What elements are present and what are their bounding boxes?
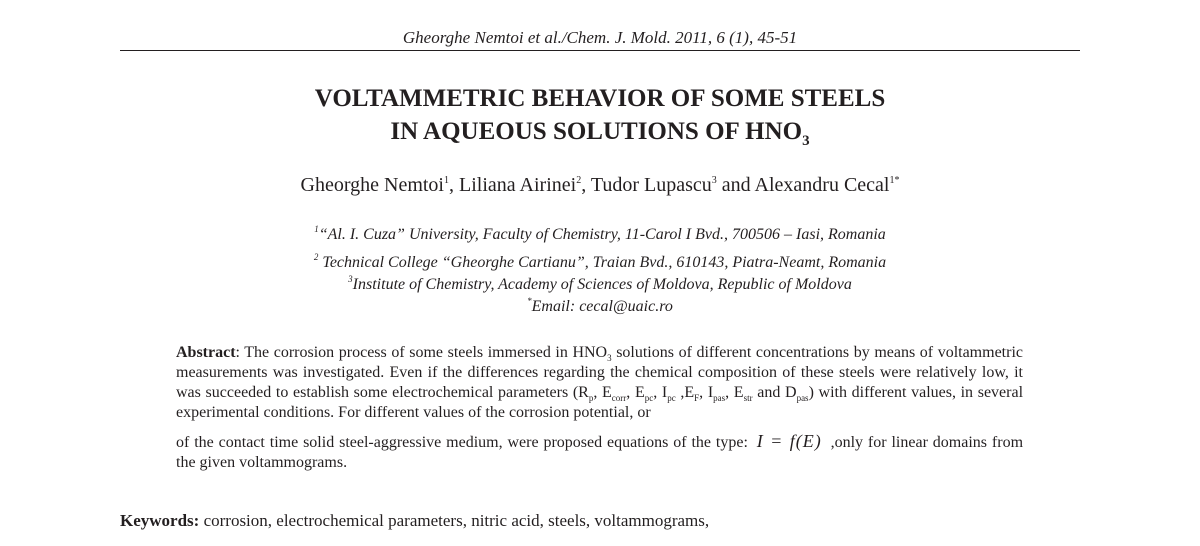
abstract-subscript: F (694, 393, 700, 403)
keywords-text: corrosion, electrochemical parameters, nitric acid, steels, voltammograms, (199, 511, 710, 530)
affiliation-email (0, 298, 1200, 316)
author-list (0, 174, 1200, 197)
keywords-label: Keywords: (120, 511, 200, 530)
author-name: Gheorghe Nemtoi (300, 174, 444, 196)
author-sup: 3 (711, 175, 717, 186)
abstract-subscript: p (588, 393, 594, 403)
abstract-text: , E (593, 384, 612, 401)
header-rule (120, 50, 1080, 51)
affiliation-text: Technical College “Gheorghe Cartianu”, Traian Bvd., 610143, Piatra-Neamt, Romania (318, 254, 887, 271)
abstract-subscript: 3 (607, 353, 612, 363)
abstract-text: ) with different values, in several experimental conditions. For different values of the corrosion potential, or (176, 384, 1024, 421)
abstract-text: , I (699, 384, 714, 401)
author-name: Alexandru Cecal (754, 174, 890, 196)
affiliation-text: Institute of Chemistry, Academy of Sciences of Moldova, Republic of Moldova (352, 276, 852, 293)
running-head: Gheorghe Nemtoi et al./Chem. J. Mold. 2011, 6 (1), 45-51 (402, 28, 798, 47)
author-separator: , (449, 174, 459, 196)
author-name: Tudor Lupascu (590, 174, 712, 196)
abstract-text: , E (626, 384, 645, 401)
affiliation-sup: * (527, 296, 532, 306)
title-subscript: 3 (802, 133, 810, 149)
affiliation-3 (0, 276, 1200, 294)
title-line-2 (0, 115, 1200, 148)
affiliation-sup: 3 (348, 274, 353, 284)
abstract-text: , E (725, 384, 744, 401)
line-gap (176, 423, 1023, 431)
author-sup: 1 (444, 175, 449, 186)
abstract-subscript: pas (713, 393, 726, 403)
abstract-text: : The corrosion process of some steels immersed in HNO (235, 344, 608, 361)
abstract-subscript: str (743, 393, 753, 403)
paper-title (0, 82, 1200, 148)
author-name: Liliana Airinei (459, 174, 577, 196)
abstract-text: ,E (675, 384, 695, 401)
author-separator: and (716, 174, 755, 196)
abstract-paragraph (176, 343, 1023, 473)
affiliation-text: “Al. I. Cuza” University, Faculty of Chemistry, 11-Carol I Bvd., 700506 – Iasi, Romania (318, 226, 886, 243)
keywords (120, 511, 709, 531)
abstract-subscript: pc (644, 393, 654, 403)
abstract-text: solutions of different concentrations by means of voltammetric measurements was investigated. Even if the differences regarding the chemical composition of these steels were relatively low, it was succeeded to establish some electrochemical parameters (R (176, 344, 1023, 401)
affiliation-sup: 1 (314, 224, 319, 234)
affiliation-2 (0, 254, 1200, 272)
title-line-2-text: IN AQUEOUS SOLUTIONS OF HNO (390, 118, 803, 145)
abstract-text: , I (653, 384, 668, 401)
abstract-subscript: corr (611, 393, 627, 403)
author-separator: , (581, 174, 591, 196)
author-sup: 1* (889, 175, 900, 186)
abstract-subscript: pc (667, 393, 676, 403)
abstract-subscript: pas (796, 393, 809, 403)
affiliation-sup: 2 (313, 252, 319, 262)
title-line-1: VOLTAMMETRIC BEHAVIOR OF SOME STEELS (314, 85, 886, 112)
abstract-text: of the contact time solid steel-aggressive medium, were proposed equations of the type: (176, 434, 753, 451)
abstract (176, 343, 1023, 473)
affiliation-text: Email: cecal@uaic.ro (531, 298, 673, 315)
author-sup: 2 (576, 175, 582, 186)
abstract-label: Abstract (176, 344, 236, 361)
abstract-text: ,only for linear domains from the given voltammograms. (176, 434, 1024, 471)
affiliation-1 (0, 226, 1200, 244)
equation: I = f(E) (756, 431, 822, 451)
abstract-text: and D (752, 384, 797, 401)
